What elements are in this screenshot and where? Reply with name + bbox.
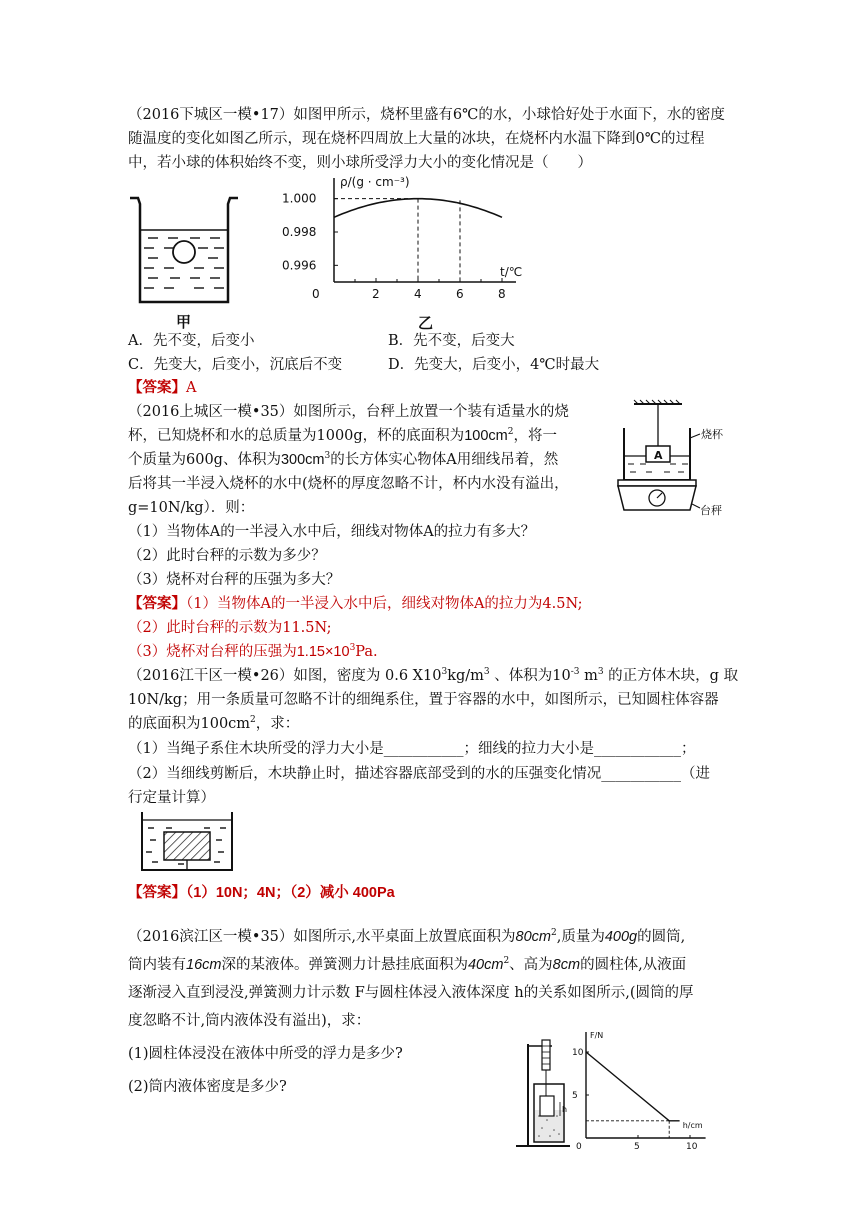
q2-line-2: 杯，已知烧杯和水的总质量为1000g，杯的底面积为$100cm^2$，将一 xyxy=(128,427,557,444)
q2-line-4: 后将其一半浸入烧杯的水中(烧杯的厚度忽略不计，杯内水没有溢出， xyxy=(128,476,569,492)
x-tick-label: 8 xyxy=(498,287,506,301)
y-tick-label: 10 xyxy=(572,1048,584,1058)
q3-exp-4: 3 xyxy=(597,667,604,678)
answer-3-unit: Pa. xyxy=(355,644,378,660)
scale-figure xyxy=(598,398,738,518)
scale-label: 台秤 xyxy=(700,504,722,517)
q2-line-5: g=10N/kg）．则： xyxy=(128,500,255,516)
y-axis-label: ρ/(g · cm⁻³) xyxy=(340,175,410,189)
depth-label: h xyxy=(562,1105,568,1114)
option-b: B．先不变，后变大 xyxy=(388,333,515,349)
q4-value-area2: 40cm xyxy=(467,957,504,973)
q1-line-2: 随温度的变化如图乙所示，现在烧杯四周放上大量的冰块，在烧杯内水温下降到0℃的过程 xyxy=(128,131,705,147)
volume-tail: 的长方体实心物体A用细线吊着，然 xyxy=(330,452,559,468)
y-tick-label: 0.998 xyxy=(282,225,317,239)
force-depth-plot xyxy=(572,1031,706,1150)
q1-line-3: 中，若小球的体积始终不变，则小球所受浮力大小的变化情况是（ ） xyxy=(128,155,592,171)
x-tick-label: 0 xyxy=(312,287,320,301)
q4-line2-b: 深的某液体。弹簧测力计悬挂底面积为 xyxy=(221,957,468,973)
answer-text: （1）10N；4N；（2）减小 400Pa xyxy=(186,885,395,901)
q3-exp-5: 2 xyxy=(250,715,256,726)
beaker-label: 烧杯 xyxy=(701,428,723,441)
x-tick-label: 5 xyxy=(634,1142,640,1150)
q3-question-2: （2）当细线剪断后，木块静止时，描述容器底部受到的水的压强变化情况___________（进 xyxy=(128,766,710,782)
q3-exp-3: -3 xyxy=(570,667,580,678)
beaker-figure-jia xyxy=(128,190,248,330)
area-value: 100cm xyxy=(464,428,508,444)
q3-question-2-cont: 行定量计算） xyxy=(128,790,215,806)
q2-answer-1 xyxy=(128,593,728,615)
q2-line-3-text: 个质量为600g、体积为 xyxy=(128,452,281,468)
x-tick-label: 4 xyxy=(414,287,422,301)
q1-answer xyxy=(128,377,728,399)
option-c: C．先变大，后变小，沉底后不变 xyxy=(128,357,343,373)
q3-line-3 xyxy=(128,713,728,735)
q1-line-1: （2016下城区一模•17）如图甲所示，烧杯里盛有6℃的水，小球恰好处于水面下，水的密度 xyxy=(128,107,725,123)
spring-scale-apparatus xyxy=(512,1036,574,1148)
q3-line1-d: m xyxy=(579,668,598,684)
y-axis-label: F/N xyxy=(590,1031,604,1040)
x-tick-label: 2 xyxy=(372,287,380,301)
q3-exp-2: 3 xyxy=(483,667,490,678)
container-figure xyxy=(138,810,238,874)
x-tick-label: 10 xyxy=(686,1142,698,1150)
q3-line1-b: kg/m xyxy=(447,668,484,684)
x-tick-label: 6 xyxy=(456,287,464,301)
spring-scale xyxy=(542,1040,550,1070)
x-axis-label: h/cm xyxy=(682,1121,703,1130)
q4-value-area: 80cm xyxy=(515,929,551,945)
q3-answer xyxy=(128,882,728,904)
q4-line-4: 度忽略不计,筒内液体没有溢出)，求： xyxy=(128,1013,371,1029)
q2-question-2: （2）此时台秤的示数为多少？ xyxy=(128,548,326,564)
option-a: A．先不变，后变小 xyxy=(128,333,255,349)
q3-line3-b: ，求： xyxy=(255,716,300,732)
wooden-block xyxy=(164,832,210,860)
answer-3-exp: 3 xyxy=(349,643,356,654)
object-a-label: A xyxy=(654,449,663,462)
q4-value-height: 8cm xyxy=(552,957,581,973)
q3-exp-1: 3 xyxy=(441,667,448,678)
option-d: D．先变大，后变小，4℃时最大 xyxy=(388,357,600,373)
answer-3-text: （3）烧杯对台秤的压强为 xyxy=(128,644,297,660)
q2-line-2-text: 杯，已知烧杯和水的总质量为1000g，杯的底面积为 xyxy=(128,428,465,444)
q4-question-1: (1)圆柱体浸没在液体中所受的浮力是多少? xyxy=(128,1046,403,1062)
q2-answer-2: （2）此时台秤的示数为11.5N; xyxy=(128,620,332,636)
answer-3-value: 1.15×10 xyxy=(296,644,350,660)
label-yi: 乙 xyxy=(418,314,434,332)
q4-line1-b: ,质量为 xyxy=(556,929,605,945)
density-graph xyxy=(280,172,530,332)
answer-value: A xyxy=(186,380,197,396)
q3-line1-c: 、体积为10 xyxy=(489,668,571,684)
volume-value: 300cm xyxy=(280,452,325,468)
q2-question-3: （3）烧杯对台秤的压强为多大？ xyxy=(128,572,341,588)
submerged-cylinder xyxy=(540,1096,554,1116)
q3-line-1 xyxy=(128,665,739,687)
q3-line1-e: 的正方体木块，g 取 xyxy=(603,668,739,684)
q4-line1-c: 的圆筒, xyxy=(637,929,686,945)
q3-line1-a: （2016江干区一模•26）如图，密度为 0.6 X10 xyxy=(128,668,442,684)
q4-question-2: (2)筒内液体密度是多少? xyxy=(128,1079,287,1095)
answer-tag: 【答案】 xyxy=(128,595,186,612)
answer-1-text: （1）当物体A的一半浸入水中后，细线对物体A的拉力为4.5N; xyxy=(186,596,583,612)
x-tick-label: 0 xyxy=(576,1142,582,1150)
label-jia: 甲 xyxy=(176,313,192,330)
answer-tag: 【答案】 xyxy=(128,884,186,901)
q4-line2-a: 筒内装有 xyxy=(128,957,186,973)
force-line xyxy=(586,1052,680,1121)
q4-line1-a: （2016滨江区一模•35）如图所示,水平桌面上放置底面积为 xyxy=(128,929,516,945)
density-plot xyxy=(282,175,522,301)
q2-line-3: 个质量为600g、体积为$300cm^3$的长方体实心物体A用细线吊着，然 xyxy=(128,451,559,468)
q4-line-1: （2016滨江区一模•35）如图所示,水平桌面上放置底面积为$80cm^2$,质量为400g的圆筒, xyxy=(128,928,686,945)
q4-line2-d: 的圆柱体,从液面 xyxy=(580,957,687,973)
q3-line3-a: 的底面积为100cm xyxy=(128,716,251,732)
q2-question-1: （1）当物体A的一半浸入水中后，细线对物体A的拉力有多大？ xyxy=(128,524,536,540)
x-axis-label: t/℃ xyxy=(500,265,523,279)
y-tick-label: 1.000 xyxy=(282,191,317,206)
q4-line-2: 筒内装有16cm深的某液体。弹簧测力计悬挂底面积为$40cm^2$、高为8cm的圆柱体,从液面 xyxy=(128,956,687,973)
q3-line-2: 10N/kg；用一条质量可忽略不计的细绳系住，置于容器的水中，如图所示，已知圆柱体容器 xyxy=(128,692,719,708)
q2-answer-3 xyxy=(128,641,728,663)
q3-question-1: （1）当绳子系住木块所受的浮力大小是___________；细线的拉力大小是____________； xyxy=(128,741,696,757)
y-tick-label: 5 xyxy=(572,1091,578,1101)
q4-line-3: 逐渐浸入直到浸没,弹簧测力计示数 F与圆柱体浸入液体深度 h的关系如图所示,(圆筒的厚 xyxy=(128,985,694,1001)
answer-tag: 【答案】 xyxy=(128,379,186,396)
y-tick-label: 0.996 xyxy=(282,258,317,273)
ball xyxy=(173,241,195,263)
area-tail: ，将一 xyxy=(513,428,557,444)
q4-value-depth: 16cm xyxy=(186,957,222,973)
q4-line2-c: 、高为 xyxy=(509,957,553,973)
force-depth-graph xyxy=(570,1028,720,1150)
q4-value-mass: 400g xyxy=(604,929,638,945)
q2-line-1: （2016上城区一模•35）如图所示，台秤上放置一个装有适量水的烧 xyxy=(128,404,569,420)
